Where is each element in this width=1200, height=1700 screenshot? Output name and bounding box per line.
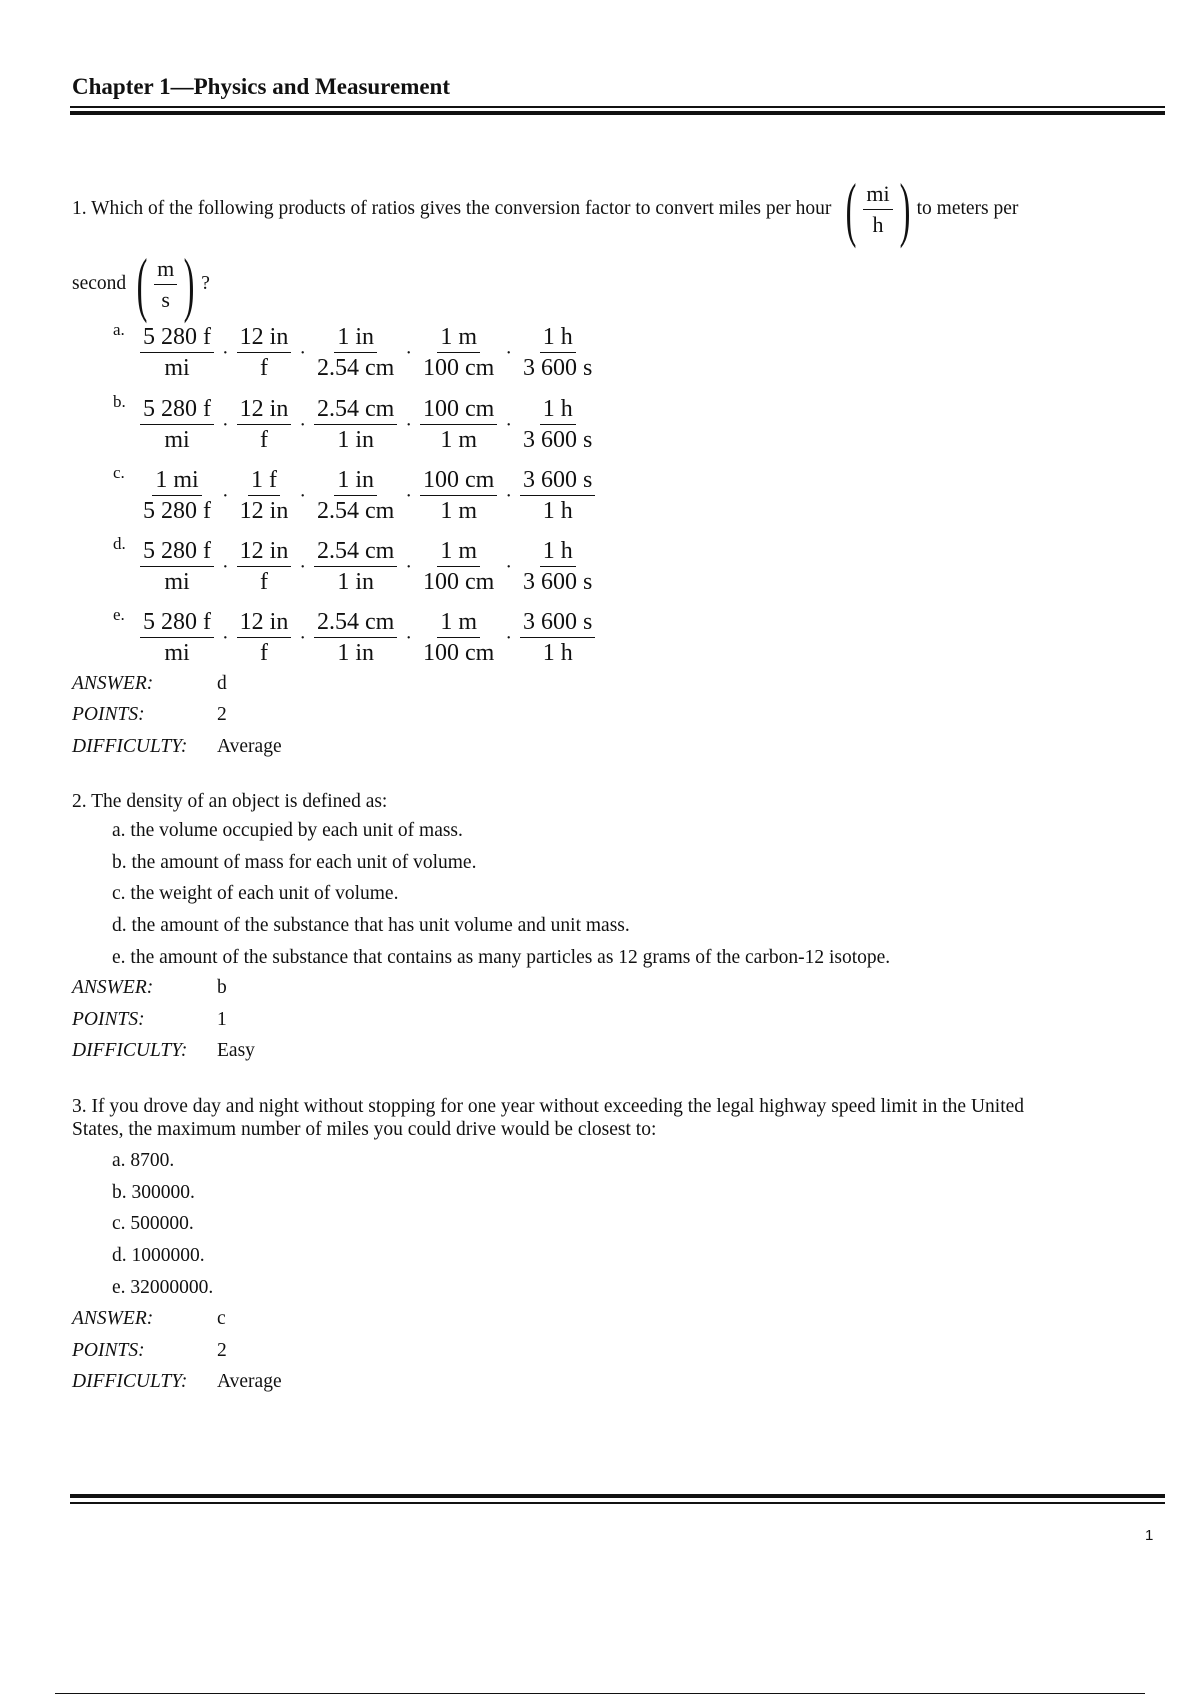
fraction-denominator: s: [161, 286, 170, 312]
multiply-dot: ·: [222, 341, 229, 364]
factor: [237, 465, 292, 526]
fraction-numerator: 1 h: [540, 536, 576, 567]
q1-choice-b-expression: [140, 394, 595, 455]
multiply-dot: ·: [299, 341, 307, 364]
fraction-numerator: 100 cm: [420, 465, 497, 496]
multiply-dot: ·: [222, 484, 229, 507]
multiply-dot: ·: [505, 341, 513, 364]
fraction-numerator: 2.54 cm: [314, 536, 397, 567]
q3-text-line2: States, the maximum number of miles you could drive would be closest to:: [72, 1119, 657, 1140]
q1-text-second: second: [72, 273, 127, 294]
points-label: POINTS:: [72, 1009, 145, 1030]
right-paren: ): [183, 244, 195, 324]
factor: [237, 394, 292, 455]
factor: [237, 607, 292, 668]
fraction-denominator: mi: [164, 569, 190, 595]
q1-choice-letter: c.: [113, 463, 125, 482]
factor: [314, 322, 397, 383]
fraction-numerator: 5 280 f: [140, 394, 214, 425]
answer-label: ANSWER:: [72, 977, 154, 998]
fraction-numerator: 12 in: [237, 322, 292, 353]
q2-answer-value: b: [217, 977, 227, 998]
fraction-numerator: 3 600 s: [520, 465, 595, 496]
multiply-dot: ·: [299, 413, 307, 436]
fraction-denominator: 12 in: [239, 498, 289, 524]
fraction-numerator: 1 h: [540, 322, 576, 353]
fraction-denominator: 1 in: [337, 427, 375, 453]
q1-answer-value: d: [217, 673, 227, 694]
fraction-numerator: m: [154, 254, 177, 285]
difficulty-label: DIFFICULTY:: [72, 736, 188, 757]
factor: [140, 465, 214, 526]
fraction-denominator: f: [260, 569, 268, 595]
fraction-numerator: 1 f: [248, 465, 280, 496]
factor: [140, 536, 214, 597]
fraction-denominator: 1 m: [440, 427, 478, 453]
q1-text-middle: to meters per: [916, 198, 1019, 219]
q3-option-e: e. 32000000.: [112, 1277, 214, 1298]
fraction-denominator: f: [260, 355, 268, 381]
difficulty-label: DIFFICULTY:: [72, 1040, 188, 1061]
fraction-numerator: 1 in: [334, 465, 377, 496]
q1-choice-letter: e.: [113, 605, 125, 624]
fraction-numerator: 5 280 f: [140, 607, 214, 638]
factor: [314, 607, 397, 668]
fraction-numerator: 2.54 cm: [314, 394, 397, 425]
factor: [237, 322, 292, 383]
fraction-numerator: 100 cm: [420, 394, 497, 425]
multiply-dot: ·: [405, 626, 413, 649]
fraction-denominator: 3 600 s: [523, 569, 593, 595]
fraction-denominator: 100 cm: [423, 569, 495, 595]
q3-text-line1: 3. If you drove day and night without stopping for one year without exceeding the legal highway speed limit in the United: [72, 1096, 1025, 1117]
right-paren: ): [899, 169, 911, 249]
fraction-denominator: 5 280 f: [143, 498, 211, 524]
points-label: POINTS:: [72, 1340, 145, 1361]
page-bottom-line: [55, 1693, 1145, 1694]
q1-text-end: ?: [201, 273, 210, 294]
fraction-denominator: mi: [164, 640, 190, 666]
multiply-dot: ·: [405, 413, 413, 436]
factor: [237, 536, 292, 597]
multiply-dot: ·: [505, 555, 513, 578]
multiply-dot: ·: [299, 626, 307, 649]
fraction-numerator: 5 280 f: [140, 322, 214, 353]
fraction-denominator: 1 h: [542, 640, 573, 666]
multiply-dot: ·: [405, 484, 413, 507]
q1-difficulty-value: Average: [217, 736, 282, 757]
q2-option-a: a. the volume occupied by each unit of mass.: [112, 820, 463, 841]
q3-option-a: a. 8700.: [112, 1150, 175, 1171]
factor: [314, 465, 397, 526]
difficulty-label: DIFFICULTY:: [72, 1371, 188, 1392]
footer-rule-thick: [70, 1494, 1165, 1498]
fraction-denominator: 1 h: [542, 498, 573, 524]
q1-choice-letter: a.: [113, 320, 125, 339]
fraction-denominator: h: [872, 211, 884, 237]
fraction-numerator: 1 m: [437, 322, 480, 353]
multiply-dot: ·: [505, 626, 513, 649]
multiply-dot: ·: [222, 413, 229, 436]
fraction-denominator: 2.54 cm: [317, 498, 395, 524]
page-number: 1: [1145, 1527, 1154, 1544]
q3-option-c: c. 500000.: [112, 1213, 194, 1234]
fraction-numerator: 12 in: [237, 394, 292, 425]
q1-choice-d-expression: [140, 536, 595, 597]
multiply-dot: ·: [505, 484, 513, 507]
fraction-numerator: 1 m: [437, 536, 480, 567]
fraction-denominator: 1 in: [337, 640, 375, 666]
fraction-numerator: 12 in: [237, 607, 292, 638]
fraction-denominator: 2.54 cm: [317, 355, 395, 381]
q2-option-b: b. the amount of mass for each unit of volume.: [112, 852, 477, 873]
q2-difficulty-value: Easy: [217, 1040, 255, 1061]
fraction-numerator: 1 in: [334, 322, 377, 353]
factor: [520, 536, 595, 597]
factor: [140, 394, 214, 455]
factor: [314, 394, 397, 455]
q2-option-e: e. the amount of the substance that contains as many particles as 12 grams of the carbon-12 isotope.: [112, 947, 891, 968]
q1-unit-fraction-mph: [863, 179, 892, 240]
fraction-denominator: 3 600 s: [523, 355, 593, 381]
q1-line1: [72, 169, 1019, 249]
factor: [420, 536, 497, 597]
q3-option-d: d. 1000000.: [112, 1245, 205, 1266]
q1-line2: [72, 244, 210, 324]
q3-difficulty-value: Average: [217, 1371, 282, 1392]
footer-rule-thin: [70, 1502, 1165, 1504]
q3-answer-value: c: [217, 1308, 226, 1329]
factor: [420, 465, 497, 526]
q2-option-c: c. the weight of each unit of volume.: [112, 883, 399, 904]
multiply-dot: ·: [222, 626, 229, 649]
q2-points-value: 1: [217, 1009, 227, 1030]
factor: [140, 607, 214, 668]
fraction-denominator: 100 cm: [423, 640, 495, 666]
header-rule-thin: [70, 106, 1165, 108]
q1-choice-letter: b.: [113, 392, 126, 411]
factor: [520, 607, 595, 668]
q3-points-value: 2: [217, 1340, 227, 1361]
factor: [520, 465, 595, 526]
fraction-numerator: mi: [863, 179, 892, 210]
q2-text: 2. The density of an object is defined as:: [72, 791, 388, 812]
chapter-title: Chapter 1—Physics and Measurement: [72, 74, 451, 99]
q1-choice-letter: d.: [113, 534, 126, 553]
fraction-numerator: 12 in: [237, 536, 292, 567]
fraction-denominator: 1 in: [337, 569, 375, 595]
fraction-denominator: 1 m: [440, 498, 478, 524]
multiply-dot: ·: [405, 555, 413, 578]
left-paren: (: [846, 169, 857, 249]
multiply-dot: ·: [505, 413, 513, 436]
answer-label: ANSWER:: [72, 673, 154, 694]
fraction-denominator: f: [260, 640, 268, 666]
points-label: POINTS:: [72, 704, 145, 725]
factor: [314, 536, 397, 597]
q1-choice-a-expression: [140, 322, 595, 383]
answer-label: ANSWER:: [72, 1308, 154, 1329]
fraction-denominator: mi: [164, 427, 190, 453]
multiply-dot: ·: [299, 484, 307, 507]
multiply-dot: ·: [222, 555, 229, 578]
fraction-numerator: 3 600 s: [520, 607, 595, 638]
q1-choice-e-expression: [140, 607, 595, 668]
fraction-denominator: f: [260, 427, 268, 453]
factor: [420, 607, 497, 668]
q1-text-before: 1. Which of the following products of ratios gives the conversion factor to convert miles per hour: [72, 198, 832, 219]
q2-option-d: d. the amount of the substance that has unit volume and unit mass.: [112, 915, 630, 936]
multiply-dot: ·: [405, 341, 413, 364]
factor: [520, 394, 595, 455]
multiply-dot: ·: [299, 555, 307, 578]
fraction-denominator: mi: [164, 355, 190, 381]
fraction-numerator: 1 mi: [152, 465, 201, 496]
factor: [140, 322, 214, 383]
fraction-numerator: 1 h: [540, 394, 576, 425]
fraction-numerator: 5 280 f: [140, 536, 214, 567]
factor: [420, 322, 497, 383]
fraction-denominator: 100 cm: [423, 355, 495, 381]
header-rule-thick: [70, 111, 1165, 115]
q1-points-value: 2: [217, 704, 227, 725]
q3-option-b: b. 300000.: [112, 1182, 195, 1203]
fraction-numerator: 1 m: [437, 607, 480, 638]
fraction-numerator: 2.54 cm: [314, 607, 397, 638]
q1-choice-c-expression: [140, 465, 595, 526]
fraction-denominator: 3 600 s: [523, 427, 593, 453]
left-paren: (: [136, 244, 148, 324]
q1-unit-fraction-mps: [154, 254, 177, 315]
factor: [420, 394, 497, 455]
factor: [520, 322, 595, 383]
